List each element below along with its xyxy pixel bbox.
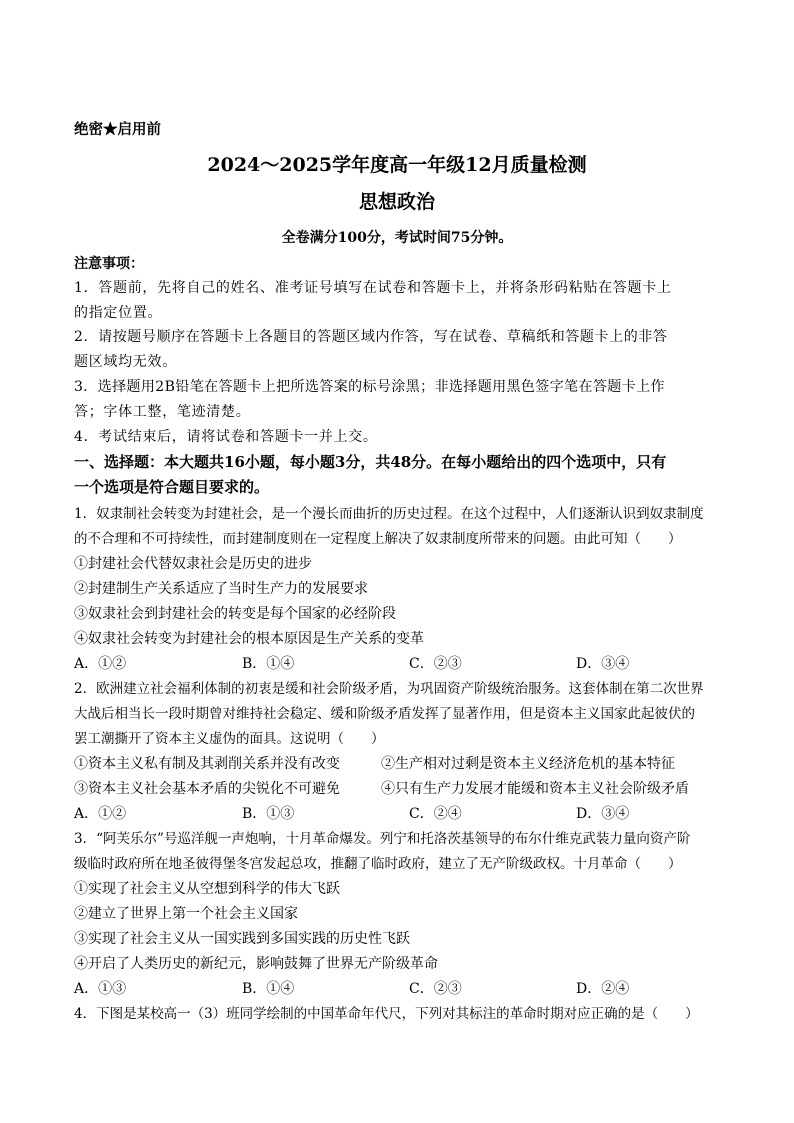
- q1-item-1: ①封建社会代替奴隶社会是历史的进步: [74, 556, 312, 572]
- q2-stem: 2．欧洲建立社会福利体制的初衷是缓和社会阶级矛盾，为巩固资产阶级统治服务。这套体制在第二次世界: [74, 681, 704, 697]
- notes-line: 3．选择题用2B铅笔在答题卡上把所选答案的标号涂黑；非选择题用黑色签字笔在答题卡上作: [74, 379, 665, 395]
- q3-option-b[interactable]: B．①④: [242, 981, 295, 997]
- q3-item-3: ③实现了社会主义从一国实践到多国实践的历史性飞跃: [74, 931, 410, 947]
- q2-option-d[interactable]: D．③④: [576, 806, 630, 822]
- q1-item-2: ②封建制生产关系适应了当时生产力的发展要求: [74, 581, 368, 597]
- notes-line: 1．答题前，先将自己的姓名、准考证号填写在试卷和答题卡上，并将条形码粘贴在答题卡上: [74, 280, 672, 296]
- notes-line: 答；字体工整，笔迹清楚。: [74, 404, 251, 420]
- q3-stem: 级临时政府所在地圣彼得堡冬宫发起总攻，推翻了临时政府，建立了无产阶级政权。十月革命（ ）: [74, 856, 682, 872]
- q2-item-2: ②生产相对过剩是资本主义经济危机的基本特征: [381, 756, 675, 772]
- q3-option-a[interactable]: A．①③: [74, 981, 127, 997]
- notes-line: 4．考试结束后，请将试卷和答题卡一并上交。: [74, 429, 378, 445]
- q3-item-1: ①实现了社会主义从空想到科学的伟大飞跃: [74, 881, 340, 897]
- q4-stem: 4．下图是某校高一（3）班同学绘制的中国革命年代尺，下列对其标注的革命时期对应正确的是（ ）: [74, 1006, 699, 1022]
- q2-item-4: ④只有生产力发展才能缓和资本主义社会阶级矛盾: [381, 781, 689, 797]
- notes-line: 的指定位置。: [74, 305, 163, 321]
- q2-option-b[interactable]: B．①③: [242, 806, 295, 822]
- score-info: 全卷满分100分，考试时间75分钟。: [281, 230, 513, 246]
- q1-item-4: ④奴隶社会转变为封建社会的根本原因是生产关系的变革: [74, 631, 424, 647]
- section-heading: 一、选择题：本大题共16小题，每小题3分，共48分。在每小题给出的四个选项中，只有: [74, 453, 667, 471]
- q2-items-row-2: [74, 780, 774, 798]
- q1-stem: 1．奴隶制社会转变为封建社会，是一个漫长而曲折的历史过程。在这个过程中，人们逐渐认识到奴隶制度: [74, 506, 704, 522]
- exam-title: 2024～2025学年度高一年级12月质量检测: [207, 154, 587, 176]
- notes-line: 题区域均无效。: [74, 354, 177, 370]
- q1-option-b[interactable]: B．①④: [242, 656, 295, 672]
- q3-item-4: ④开启了人类历史的新纪元，影响鼓舞了世界无产阶级革命: [74, 956, 438, 972]
- q2-option-c[interactable]: C．②④: [409, 806, 462, 822]
- q1-option-d[interactable]: D．③④: [576, 656, 630, 672]
- q1-option-c[interactable]: C．②③: [409, 656, 462, 672]
- q2-stem: 大战后相当长一段时期曾对维持社会稳定、缓和阶级矛盾发挥了显著作用，但是资本主义国家此起彼伏的: [74, 706, 695, 722]
- q1-stem: 的不合理和不可持续性，而封建制度则在一定程度上解决了奴隶制度所带来的问题。由此可知（ ）: [74, 531, 682, 547]
- q3-item-2: ②建立了世界上第一个社会主义国家: [74, 906, 298, 922]
- q3-stem: 3．“阿芙乐尔”号巡洋舰一声炮响，十月革命爆发。列宁和托洛茨基领导的布尔什维克武装力量向资产阶: [74, 831, 691, 847]
- section-heading-cont: 一个选项是符合题目要求的。: [74, 478, 270, 496]
- secret-label: 绝密★启用前: [74, 121, 161, 138]
- q2-stem: 罢工潮撕开了资本主义虚伪的面具。这说明（ ）: [74, 731, 385, 747]
- q2-options: [74, 805, 774, 823]
- notes-line: 2．请按题号顺序在答题卡上各题目的答题区域内作答，写在试卷、草稿纸和答题卡上的非答: [74, 329, 668, 345]
- q2-items-row-1: [74, 755, 774, 773]
- subject-title: 思想政治: [358, 191, 435, 213]
- q1-options: [74, 655, 774, 673]
- q3-options: [74, 980, 774, 998]
- q3-option-d[interactable]: D．②④: [576, 981, 630, 997]
- q1-item-3: ③奴隶社会到封建社会的转变是每个国家的必经阶段: [74, 606, 396, 622]
- q2-option-a[interactable]: A．①②: [74, 806, 127, 822]
- q2-item-3: ③资本主义社会基本矛盾的尖锐化不可避免: [74, 781, 340, 797]
- q3-option-c[interactable]: C．②③: [409, 981, 462, 997]
- q2-item-1: ①资本主义私有制及其剥削关系并没有改变: [74, 756, 340, 772]
- notes-heading: 注意事项：: [74, 256, 144, 272]
- q1-option-a[interactable]: A．①②: [74, 656, 127, 672]
